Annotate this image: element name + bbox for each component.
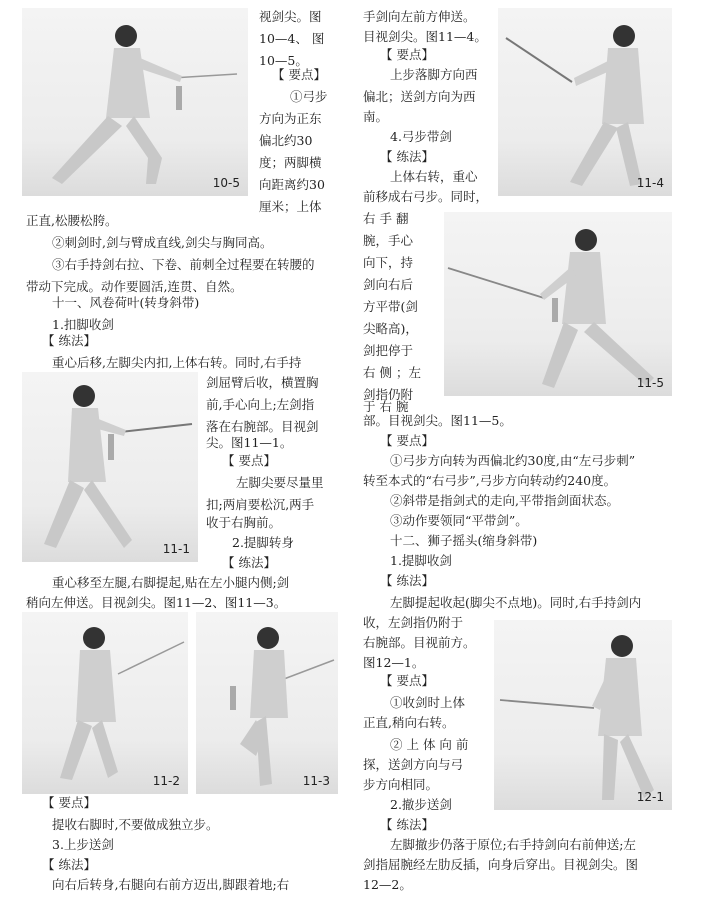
text-line: 剑指屈腕经左肋反插，向身后穿出。目视剑尖。图 — [363, 857, 639, 872]
figure-11-2 — [22, 612, 188, 794]
section-heading: 【 要点】 — [380, 47, 434, 62]
section-heading: 【 要点】 — [42, 795, 96, 810]
section-heading: 【 练法】 — [380, 573, 434, 588]
text-line: 手剑向左前方伸送。 — [363, 9, 476, 24]
text-line: 厘米；上体 — [259, 199, 322, 214]
text-line: 图12—1。 — [363, 655, 425, 670]
text-line: 转至本式的“右弓步”,弓步方向转动约240度。 — [363, 473, 617, 488]
text-line: 视剑尖。图 — [259, 9, 322, 24]
text-line: 剑屈臂后收，横置胸 — [206, 375, 319, 390]
section-heading: 【 要点】 — [380, 433, 434, 448]
text-line: 尖。图11—1。 — [206, 435, 293, 450]
photo-swordswoman-lift-foot — [196, 612, 338, 794]
figure-11-3 — [196, 612, 338, 794]
text-line: 右 侧 ；左 — [363, 365, 421, 380]
text-line: 方平带(剑 — [363, 299, 418, 314]
text-line: 收于右胸前。 — [206, 515, 282, 530]
text-line: ③动作要领同“平带剑”。 — [390, 513, 528, 528]
section-heading: 【 练法】 — [380, 817, 434, 832]
figure-caption: 11-4 — [636, 176, 664, 190]
figure-11-5 — [444, 212, 672, 396]
text-line: ②斜带是指剑式的走向,平带指剑面状态。 — [390, 493, 619, 508]
text-line: 左脚尖要尽量里 — [236, 475, 324, 490]
text-line: 部。目视剑尖。图11—5。 — [363, 413, 512, 428]
section-heading: 【 要点】 — [272, 67, 326, 82]
photo-swordswoman-advance — [498, 8, 672, 196]
text-line: 右腕部。目视前方。 — [363, 635, 476, 650]
text-line: 度；两脚横 — [259, 155, 322, 170]
text-line: 向右后转身,右腿向右前方迈出,脚跟着地;右 — [52, 877, 290, 892]
section-heading: 【 练法】 — [42, 857, 96, 872]
section-heading: 【 练法】 — [42, 333, 96, 348]
text-line: 12—2。 — [363, 877, 412, 892]
text-line: 扣;两肩要松沉,两手 — [206, 497, 315, 512]
text-line: 正直,松腰松胯。 — [26, 213, 118, 228]
text-line: ①收剑时上体 — [390, 695, 466, 710]
section-heading: 【 练法】 — [222, 555, 276, 570]
text-line: 正直,稍向右转。 — [363, 715, 455, 730]
text-line: ①弓步 — [290, 89, 328, 104]
figure-caption: 11-3 — [302, 774, 330, 788]
text-line: 剑把停于 — [363, 343, 414, 358]
text-line: 前,手心向上;左剑指 — [206, 397, 315, 412]
section-heading: 【 练法】 — [380, 149, 434, 164]
text-line: ②刺剑时,剑与臂成直线,剑尖与胸同高。 — [52, 235, 273, 250]
text-line: ③右手持剑右拉、下卷、前刺全过程要在转腰的 — [52, 257, 315, 272]
text-line: 收，左剑指仍附于 — [363, 615, 464, 630]
subsection-title: 4.弓步带剑 — [390, 129, 452, 144]
subsection-title: 1.提脚收剑 — [390, 553, 452, 568]
photo-swordswoman-retreat — [494, 620, 672, 810]
text-line: 右 手 翻 — [363, 211, 409, 226]
photo-swordswoman-step — [22, 612, 188, 794]
text-line: 10—5。 — [259, 53, 308, 68]
text-line: 目视剑尖。图11—4。 — [363, 29, 487, 44]
text-line: 偏北约30 — [259, 133, 313, 148]
section-title: 十二、狮子摇头(缩身斜带) — [390, 533, 538, 548]
photo-swordswoman-bow-stance — [444, 212, 672, 396]
text-line: 左脚提起收起(脚尖不点地)。同时,右手持剑内 — [390, 595, 642, 610]
section-heading: 【 要点】 — [380, 673, 434, 688]
subsection-title: 2.提脚转身 — [232, 535, 294, 550]
figure-11-4 — [498, 8, 672, 196]
text-line: 偏北；送剑方向为西 — [363, 89, 476, 104]
text-line: 左脚撤步仍落于原位;右手持剑向右前伸送;左 — [390, 837, 636, 852]
text-line: 剑向右后 — [363, 277, 414, 292]
figure-caption: 11-2 — [152, 774, 180, 788]
text-line: 剑指仍附 — [363, 387, 414, 402]
text-line: 带动下完成。动作要圆活,连贯、自然。 — [26, 279, 243, 294]
text-line: ② 上 体 向 前 — [390, 737, 469, 752]
text-line: 步方向相同。 — [363, 777, 439, 792]
text-line: 探，送剑方向与弓 — [363, 757, 464, 772]
section-title: 十一、风卷荷叶(转身斜带) — [52, 295, 200, 310]
text-line: 上步落脚方向西 — [390, 67, 478, 82]
text-line: 提收右脚时,不要做成独立步。 — [52, 817, 219, 832]
subsection-title: 1.扣脚收剑 — [52, 317, 114, 332]
figure-caption: 11-5 — [636, 376, 664, 390]
figure-caption: 10-5 — [212, 176, 240, 190]
text-line: 尖略高)， — [363, 321, 418, 336]
text-line: 腕，手心 — [363, 233, 414, 248]
section-heading: 【 要点】 — [222, 453, 276, 468]
text-line: 前移成右弓步。同时， — [363, 189, 489, 204]
text-line: 10—4、 图 — [259, 31, 325, 46]
text-line: 落在右腕部。目视剑 — [206, 419, 319, 434]
figure-11-1 — [22, 372, 198, 562]
figure-10-5 — [22, 8, 248, 196]
text-line: 方向为正东 — [259, 111, 322, 126]
figure-12-1 — [494, 620, 672, 810]
subsection-title: 3.上步送剑 — [52, 837, 114, 852]
text-line: 向下，持 — [363, 255, 414, 270]
photo-swordswoman-turn — [22, 372, 198, 562]
photo-swordswoman-lunge — [22, 8, 248, 196]
text-line: 南。 — [363, 109, 389, 124]
subsection-title: 2.撤步送剑 — [390, 797, 452, 812]
figure-caption: 12-1 — [636, 790, 664, 804]
text-line: ①弓步方向转为西偏北约30度,由“左弓步刺” — [390, 453, 636, 468]
text-line: 于 右 腕 — [363, 399, 409, 414]
text-line: 稍向左伸送。目视剑尖。图11—2、图11—3。 — [26, 595, 287, 610]
text-line: 重心移至左腿,右脚提起,贴在左小腿内侧;剑 — [52, 575, 290, 590]
figure-caption: 11-1 — [162, 542, 190, 556]
text-line: 上体右转，重心 — [390, 169, 478, 184]
text-line: 向距离约30 — [259, 177, 325, 192]
text-line: 重心后移,左脚尖内扣,上体右转。同时,右手持 — [52, 355, 302, 370]
